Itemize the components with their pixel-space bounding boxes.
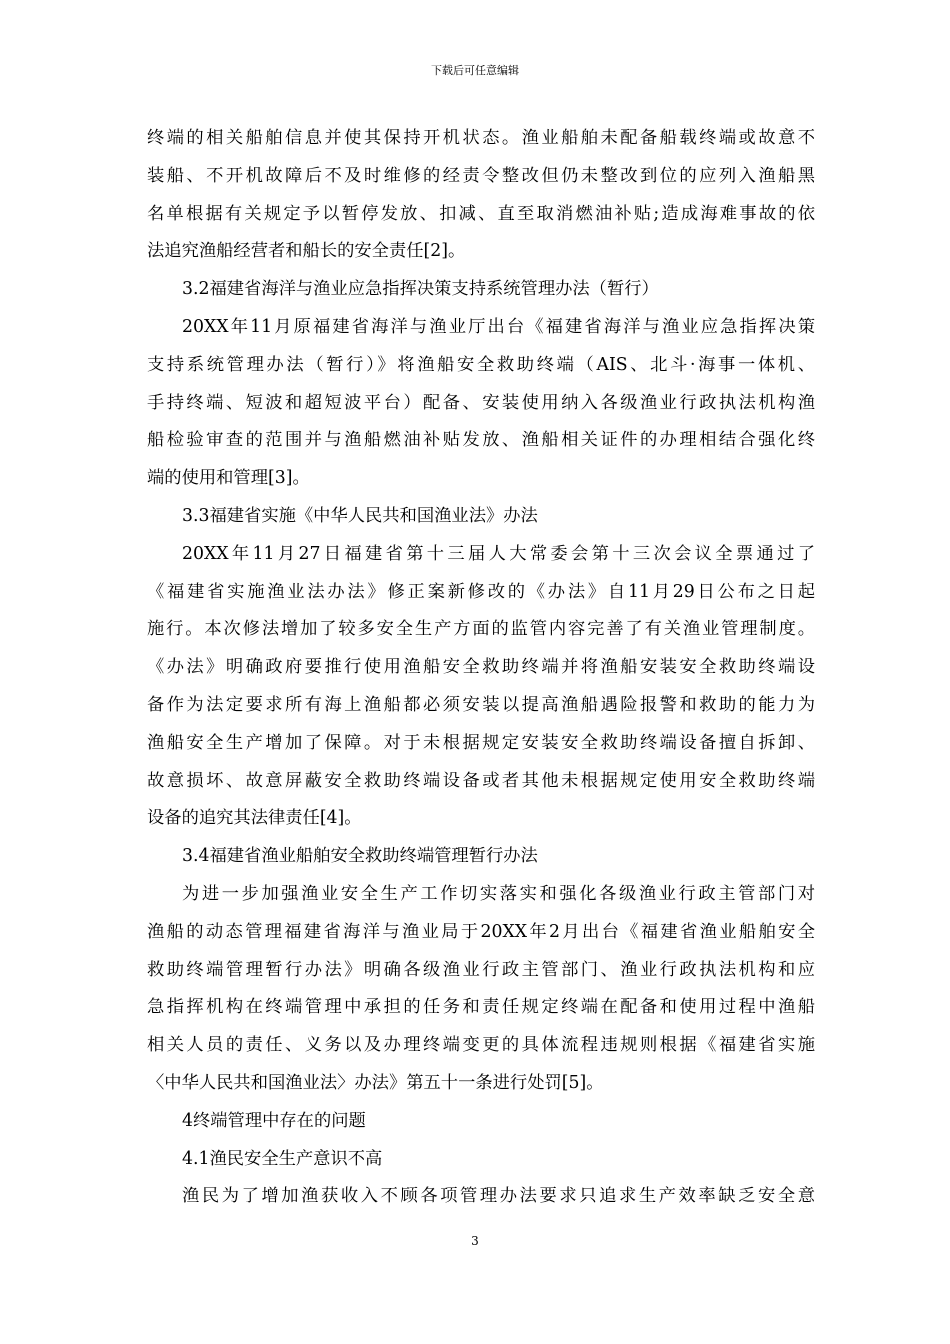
section-heading: 3.3福建省实施《中华人民共和国渔业法》办法	[182, 505, 538, 526]
text-line: 20XX年11月原福建省海洋与渔业厅出台《福建省海洋与渔业应急指挥决策	[182, 316, 815, 337]
text-line: 《福建省实施渔业法办法》修正案新修改的《办法》自11月29日公布之日起	[147, 581, 815, 602]
text-line: 〈中华人民共和国渔业法〉办法》第五十一条进行处罚[5]。	[147, 1072, 604, 1093]
text-line: 备作为法定要求所有海上渔船都必须安装以提高渔船遇险报警和救助的能力为	[147, 694, 815, 715]
text-line: 渔船安全生产增加了保障。对于未根据规定安装安全救助终端设备擅自拆卸、	[147, 732, 815, 753]
text-line: 故意损坏、故意屏蔽安全救助终端设备或者其他未根据规定使用安全救助终端	[147, 770, 815, 791]
page-number: 3	[471, 1234, 479, 1248]
text-line: 渔船的动态管理福建省海洋与渔业局于20XX年2月出台《福建省渔业船舶安全	[147, 921, 815, 942]
text-line: 船检验审查的范围并与渔船燃油补贴发放、渔船相关证件的办理相结合强化终	[147, 430, 815, 451]
text-line: 法追究渔船经营者和船长的安全责任[2]。	[147, 241, 466, 262]
page-header: 下载后可任意编辑	[431, 64, 519, 77]
text-line: 急指挥机构在终端管理中承担的任务和责任规定终端在配备和使用过程中渔船	[147, 997, 815, 1018]
text-line: 施行。本次修法增加了较多安全生产方面的监管内容完善了有关渔业管理制度。	[147, 619, 815, 640]
text-line: 渔民为了增加渔获收入不顾各项管理办法要求只追求生产效率缺乏安全意	[182, 1186, 815, 1207]
document-body	[147, 120, 815, 1216]
text-line: 装船、不开机故障后不及时维修的经责令整改但仍未整改到位的应列入渔船黑	[147, 165, 815, 186]
text-line: 为进一步加强渔业安全生产工作切实落实和强化各级渔业行政主管部门对	[182, 883, 815, 904]
text-line: 手持终端、短波和超短波平台）配备、安装使用纳入各级渔业行政执法机构渔	[147, 392, 815, 413]
section-heading: 3.2福建省海洋与渔业应急指挥决策支持系统管理办法（暂行）	[182, 279, 659, 300]
section-heading: 4终端管理中存在的问题	[182, 1110, 366, 1131]
text-line: 名单根据有关规定予以暂停发放、扣减、直至取消燃油补贴;造成海难事故的依	[147, 203, 815, 224]
text-line: 《办法》明确政府要推行使用渔船安全救助终端并将渔船安装安全救助终端设	[147, 657, 815, 678]
text-line: 救助终端管理暂行办法》明确各级渔业行政主管部门、渔业行政执法机构和应	[147, 959, 815, 980]
text-line: 终端的相关船舶信息并使其保持开机状态。渔业船舶未配备船载终端或故意不	[147, 128, 815, 148]
section-heading: 4.1渔民安全生产意识不高	[182, 1148, 383, 1169]
text-line: 20XX年11月27日福建省第十三届人大常委会第十三次会议全票通过了	[182, 543, 815, 564]
section-heading: 3.4福建省渔业船舶安全救助终端管理暂行办法	[182, 846, 538, 867]
text-line: 支持系统管理办法（暂行）》将渔船安全救助终端（AIS、北斗·海事一体机、	[147, 354, 815, 375]
text-line: 相关人员的责任、义务以及办理终端变更的具体流程违规则根据《福建省实施	[147, 1035, 815, 1056]
text-line: 设备的追究其法律责任[4]。	[147, 808, 362, 829]
text-line: 端的使用和管理[3]。	[147, 468, 310, 489]
